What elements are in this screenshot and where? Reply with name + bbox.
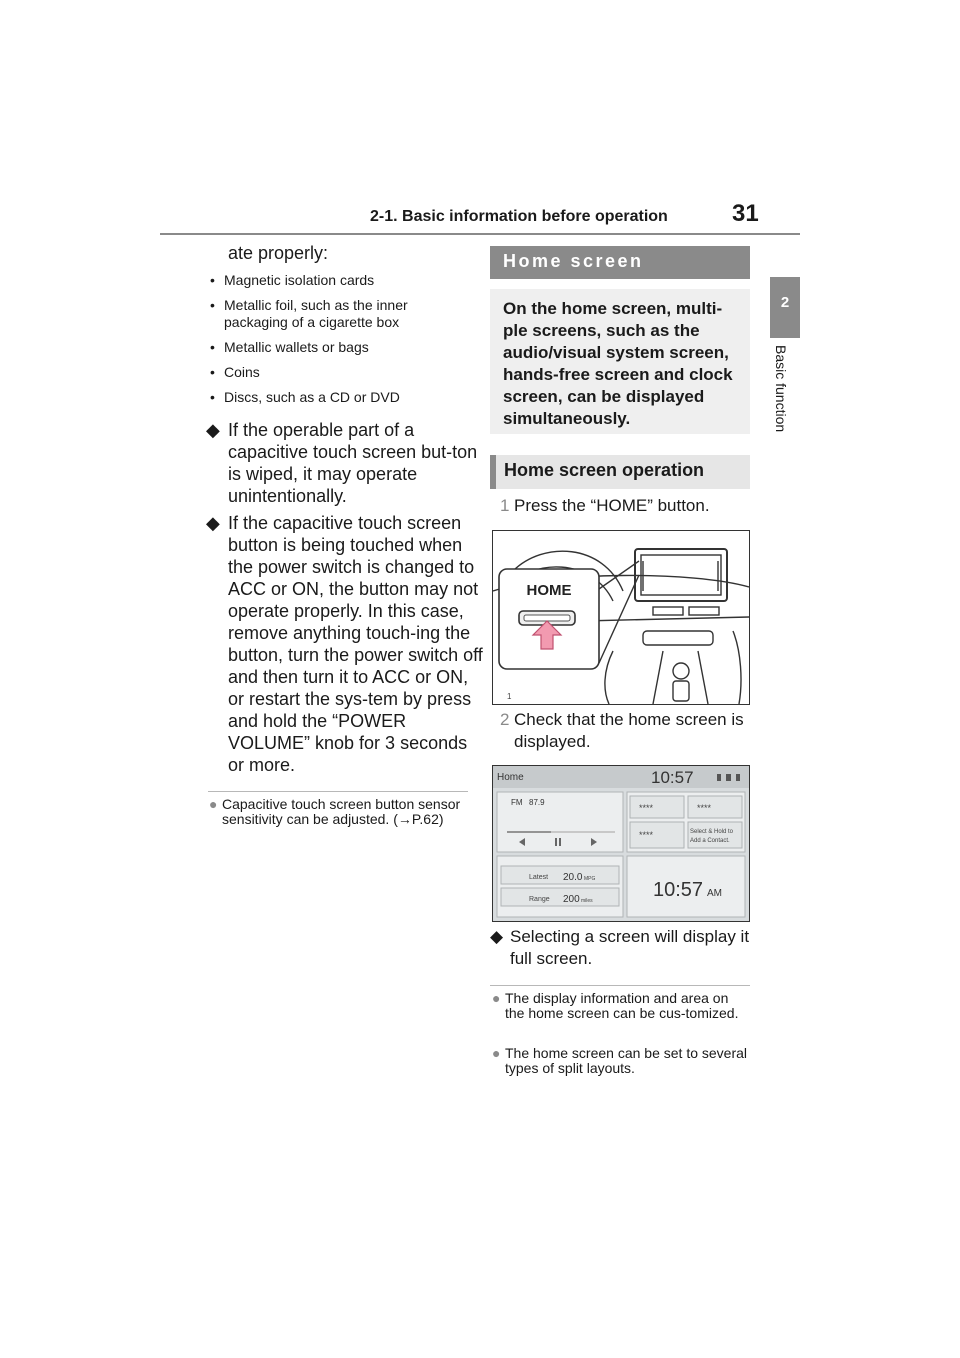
list-item: • Magnetic isolation cards — [208, 272, 468, 289]
note — [209, 796, 472, 827]
favorite-slot: **** — [639, 803, 654, 813]
running-header-title: 2-1. Basic information before operation — [370, 208, 668, 225]
latest-unit: MPG — [584, 876, 596, 882]
diamond-bullet-icon: ◆ — [206, 513, 220, 533]
interference-list — [208, 272, 468, 414]
note-dot-icon: ● — [209, 796, 218, 812]
audio-frequency: 87.9 — [529, 798, 545, 807]
chapter-tab-label: Basic function — [773, 345, 789, 433]
list-item: • Discs, such as a CD or DVD — [208, 389, 468, 406]
section-title: Home screen — [503, 251, 644, 271]
caution-item — [206, 419, 488, 507]
chapter-tab-number: 2 — [780, 294, 790, 311]
subsection-title: Home screen operation — [504, 460, 705, 480]
note-text: Capacitive touch screen button sensor sensitivity can be adjusted. (→P.62) — [222, 796, 461, 827]
caution-item-text: If the operable part of a capacitive touch screen but-ton is wiped, it may operate unintentionally. — [228, 420, 478, 506]
note-rule — [208, 791, 468, 792]
step-text: Check that the home screen is displayed. — [514, 710, 744, 751]
step — [500, 495, 754, 517]
audio-source: FM — [511, 798, 523, 807]
selecting-item-text: Selecting a screen will display it full screen. — [510, 927, 750, 968]
contact-hint-line1: Select & Hold to — [690, 829, 734, 835]
step-text: Press the “HOME” button. — [514, 496, 710, 515]
continued-text: ate properly: — [228, 243, 329, 263]
step-number: 1 — [500, 496, 510, 515]
page-number: 31 — [732, 200, 759, 227]
note-text: The home screen can be set to several types of split layouts. — [505, 1045, 748, 1076]
dashboard-drawing — [493, 531, 749, 704]
caution-item — [206, 512, 488, 776]
latest-label: Latest — [529, 874, 549, 881]
dashboard-illustration — [492, 530, 750, 705]
range-unit: miles — [581, 898, 593, 904]
range-value: 200 — [563, 894, 580, 905]
note-rule — [490, 985, 750, 986]
favorite-slot: **** — [697, 803, 712, 813]
home-screen-label: Home — [497, 772, 524, 783]
note-dot-icon: ● — [492, 990, 501, 1006]
list-item: • Coins — [208, 364, 468, 381]
favorite-slot: **** — [639, 830, 654, 840]
status-icons — [717, 774, 740, 781]
home-screen-drawing — [493, 766, 749, 921]
contact-hint-line2: Add a Contact. — [690, 838, 730, 844]
home-screen-image — [492, 765, 750, 922]
list-item: • Metallic wallets or bags — [208, 339, 468, 356]
clock-ampm: AM — [707, 888, 722, 899]
diamond-bullet-icon: ◆ — [206, 420, 220, 440]
note — [492, 1045, 749, 1076]
lead-text: On the home screen, multi-ple screens, such as the audio/visual system screen, hands-free screen and clock screen, can be displayed simultaneously. — [503, 299, 733, 428]
step-number: 2 — [500, 710, 510, 729]
selecting-item — [490, 926, 754, 970]
note-text: The display information and area on the home screen can be cus-tomized. — [505, 990, 739, 1021]
clock-time: 10:57 — [653, 879, 704, 901]
diamond-bullet-icon: ◆ — [490, 927, 504, 946]
list-item: • Metallic foil, such as the inner packaging of a cigarette box — [208, 297, 468, 331]
latest-value: 20.0 — [563, 872, 583, 883]
range-label: Range — [529, 896, 550, 903]
note-dot-icon: ● — [492, 1045, 501, 1061]
header-rule — [160, 233, 800, 235]
figure-corner-mark: 1 — [507, 692, 512, 701]
status-time: 10:57 — [651, 768, 694, 787]
caution-item-text: If the capacitive touch screen button is being touched when the power switch is changed to ACC or ON, the button may not operate properly. In this case, remove anything touch-ing the button, turn the power switch off and then turn it to ACC or ON, or restart the sys-tem by press and hold the “POWER VOLUME” knob for 3 seconds or more. — [228, 513, 483, 775]
note — [492, 990, 749, 1021]
step — [500, 709, 754, 753]
figure-home-label: HOME — [526, 582, 572, 599]
